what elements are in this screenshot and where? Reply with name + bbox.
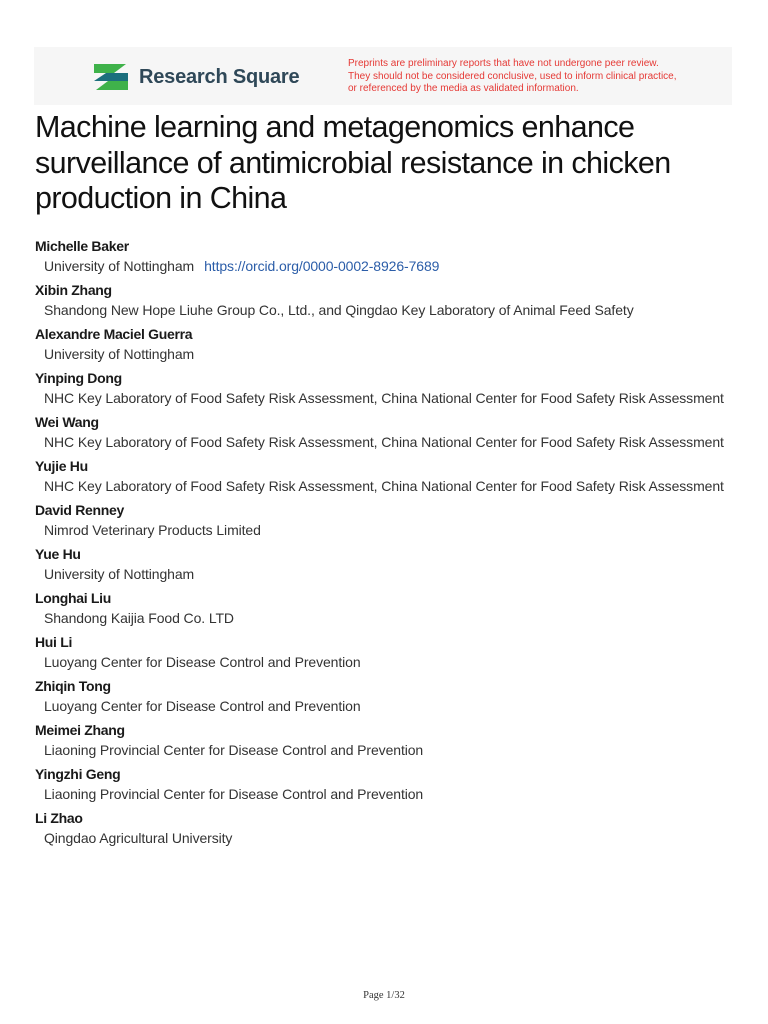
research-square-logo-icon (92, 62, 130, 92)
author-name: Xibin Zhang (35, 282, 112, 298)
affiliation-text: University of Nottingham (44, 346, 195, 362)
disclaimer-line: or referenced by the media as validated information. (348, 83, 579, 94)
orcid-link[interactable]: https://orcid.org/0000-0002-8926-7689 (204, 258, 440, 274)
author-affiliation (35, 695, 735, 718)
author-affiliation (35, 299, 735, 322)
author-affiliation (35, 255, 735, 278)
author-affiliation (35, 563, 735, 586)
author-name: Yingzhi Geng (35, 766, 121, 782)
research-square-logo[interactable] (92, 62, 299, 92)
author-entry (35, 281, 735, 322)
author-list (35, 237, 735, 853)
affiliation-text: Liaoning Provincial Center for Disease Control and Prevention (44, 742, 424, 758)
author-affiliation (35, 783, 735, 806)
preprint-banner (34, 47, 732, 105)
disclaimer-line: They should not be considered conclusive, used to inform clinical practice, (348, 70, 677, 82)
disclaimer-line: Preprints are preliminary reports that have not undergone peer review. (348, 58, 659, 69)
author-entry (35, 809, 735, 850)
paper-title: Machine learning and metagenomics enhance surveillance of antimicrobial resistance in chicken production in China (35, 110, 671, 215)
author-name: Yinping Dong (35, 370, 122, 386)
author-affiliation (35, 475, 735, 498)
author-affiliation (35, 607, 735, 630)
author-name: Li Zhao (35, 810, 83, 826)
brand-name: Research Square (139, 65, 300, 88)
author-affiliation (35, 651, 735, 674)
author-affiliation (35, 739, 735, 762)
author-affiliation (35, 519, 735, 542)
author-entry (35, 457, 735, 498)
author-name: Zhiqin Tong (35, 678, 111, 694)
author-entry (35, 413, 735, 454)
author-name: Hui Li (35, 634, 73, 650)
affiliation-text: Shandong Kaijia Food Co. LTD (44, 610, 234, 626)
affiliation-text: Shandong New Hope Liuhe Group Co., Ltd., and Qingdao Key Laboratory of Animal Feed Safety (44, 302, 634, 318)
author-name: Yue Hu (35, 546, 81, 562)
author-name: David Renney (35, 502, 124, 518)
affiliation-text: NHC Key Laboratory of Food Safety Risk Assessment, China National Center for Food Safety Risk Assessment (44, 478, 724, 494)
affiliation-text: Luoyang Center for Disease Control and Prevention (44, 654, 361, 670)
author-name: Alexandre Maciel Guerra (35, 326, 193, 342)
author-entry (35, 633, 735, 674)
author-name: Longhai Liu (35, 590, 112, 606)
affiliation-text: Liaoning Provincial Center for Disease Control and Prevention (44, 786, 424, 802)
affiliation-text: Nimrod Veterinary Products Limited (44, 522, 261, 538)
author-entry (35, 721, 735, 762)
author-affiliation (35, 343, 735, 366)
author-name: Yujie Hu (35, 458, 88, 474)
affiliation-text: NHC Key Laboratory of Food Safety Risk Assessment, China National Center for Food Safety Risk Assessment (44, 434, 724, 450)
preprint-disclaimer (348, 58, 728, 96)
author-entry (35, 325, 735, 366)
author-affiliation (35, 431, 735, 454)
affiliation-text: NHC Key Laboratory of Food Safety Risk Assessment, China National Center for Food Safety Risk Assessment (44, 390, 724, 406)
affiliation-text: Qingdao Agricultural University (44, 830, 233, 846)
author-name: Meimei Zhang (35, 722, 125, 738)
page-number: Page 1/32 (363, 990, 405, 1001)
author-entry (35, 237, 735, 278)
affiliation-text: University of Nottingham (44, 566, 195, 582)
author-entry (35, 677, 735, 718)
author-name: Wei Wang (35, 414, 99, 430)
author-entry (35, 545, 735, 586)
author-affiliation (35, 827, 735, 850)
author-name: Michelle Baker (35, 238, 129, 254)
author-affiliation (35, 387, 735, 410)
author-entry (35, 501, 735, 542)
author-entry (35, 765, 735, 806)
author-entry (35, 369, 735, 410)
author-entry (35, 589, 735, 630)
affiliation-text: University of Nottingham (44, 258, 195, 274)
affiliation-text: Luoyang Center for Disease Control and Prevention (44, 698, 361, 714)
